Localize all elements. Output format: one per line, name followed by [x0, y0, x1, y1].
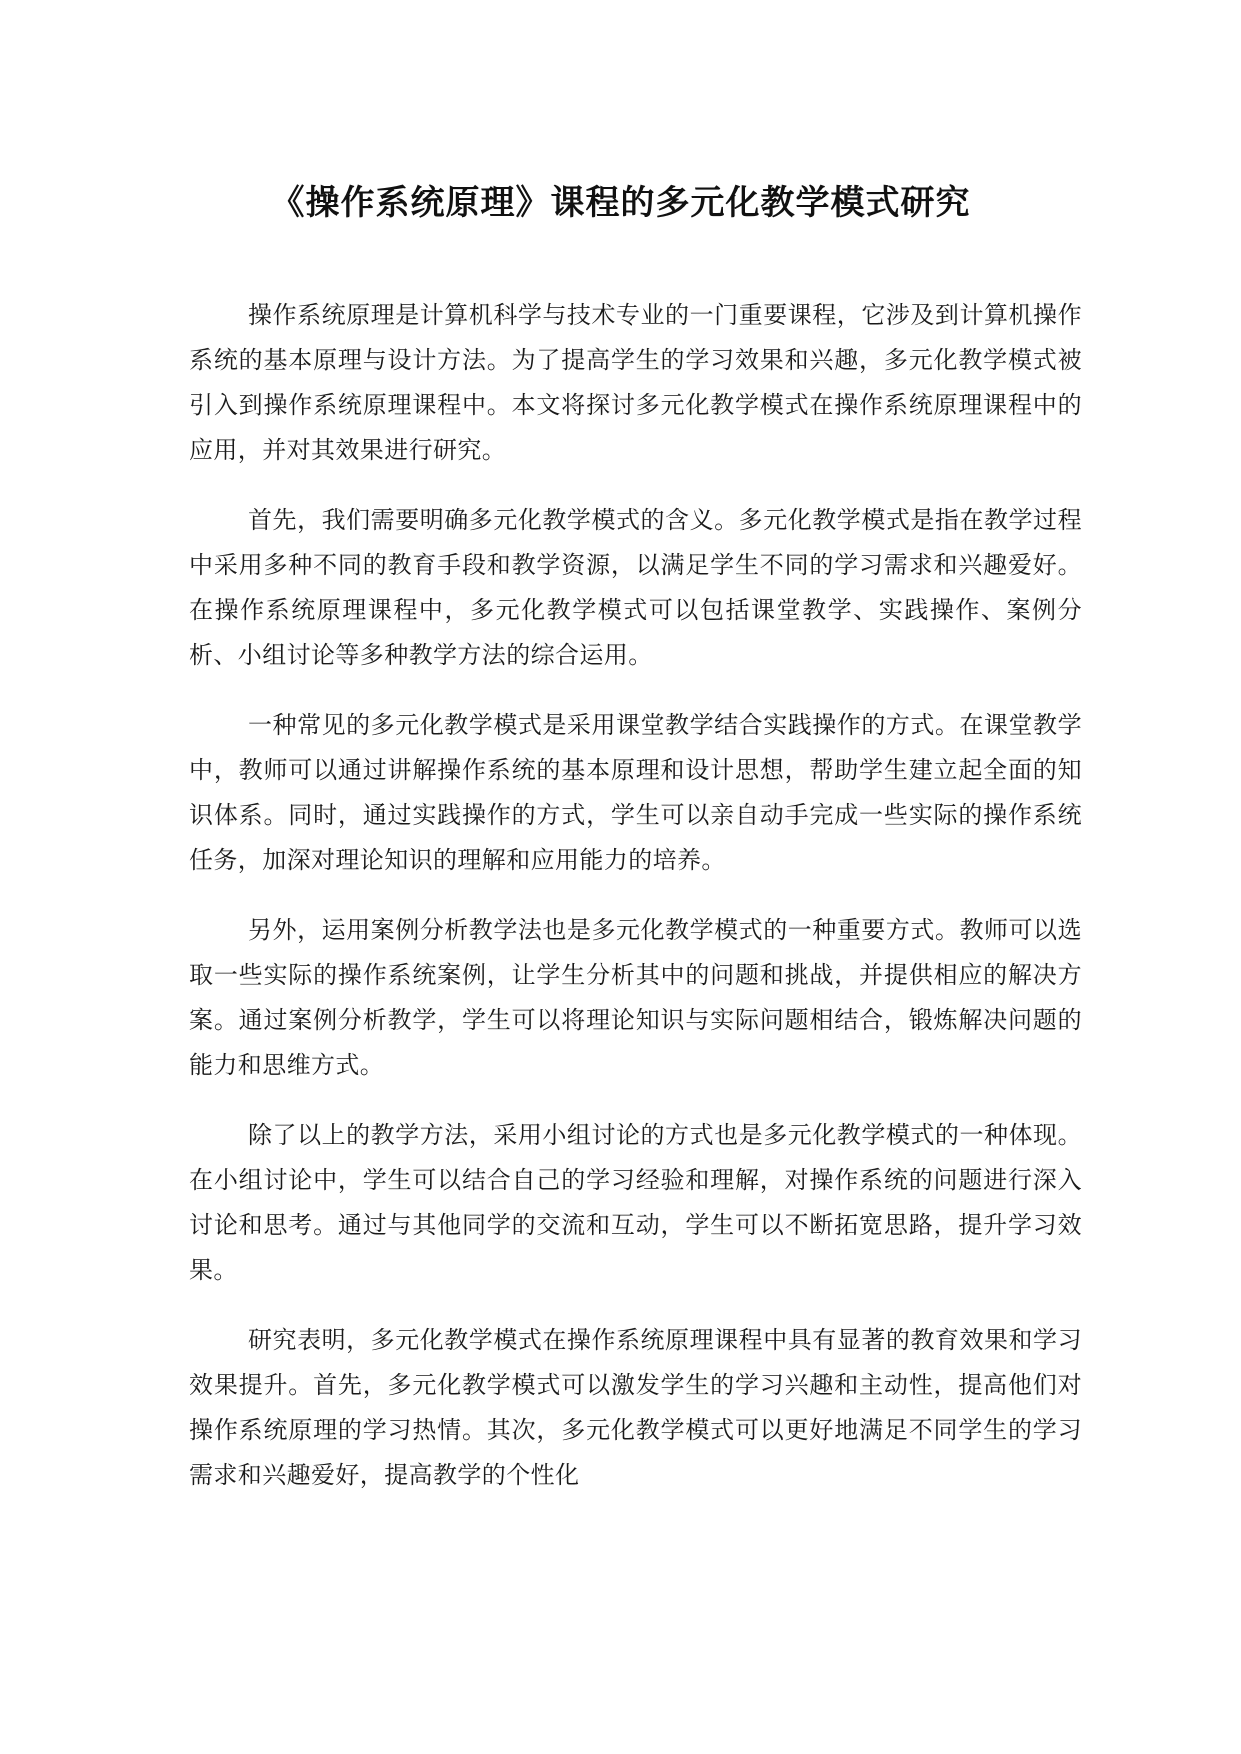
paragraph-5: 除了以上的教学方法，采用小组讨论的方式也是多元化教学模式的一种体现。在小组讨论中，学生可以结合自己的学习经验和理解，对操作系统的问题进行深入讨论和思考。通过与其他同学的交流和互动，学生可以不断拓宽思路，提升学习效果。: [189, 1121, 1082, 1284]
document-title: 《操作系统原理》课程的多元化教学模式研究: [270, 183, 971, 223]
document-body: [189, 293, 1082, 1523]
paragraph-2: 首先，我们需要明确多元化教学模式的含义。多元化教学模式是指在教学过程中采用多种不同的教育手段和教学资源，以满足学生不同的学习需求和兴趣爱好。在操作系统原理课程中，多元化教学模式可以包括课堂教学、实践操作、案例分析、小组讨论等多种教学方法的综合运用。: [189, 506, 1082, 669]
paragraph-1: 操作系统原理是计算机科学与技术专业的一门重要课程，它涉及到计算机操作系统的基本原理与设计方法。为了提高学生的学习效果和兴趣，多元化教学模式被引入到操作系统原理课程中。本文将探讨多元化教学模式在操作系统原理课程中的应用，并对其效果进行研究。: [189, 301, 1082, 464]
paragraph-6: 研究表明，多元化教学模式在操作系统原理课程中具有显著的教育效果和学习效果提升。首先，多元化教学模式可以激发学生的学习兴趣和主动性，提高他们对操作系统原理的学习热情。其次，多元化教学模式可以更好地满足不同学生的学习需求和兴趣爱好，提高教学的个性化: [189, 1326, 1082, 1489]
paragraph-3: 一种常见的多元化教学模式是采用课堂教学结合实践操作的方式。在课堂教学中，教师可以通过讲解操作系统的基本原理和设计思想，帮助学生建立起全面的知识体系。同时，通过实践操作的方式，学生可以亲自动手完成一些实际的操作系统任务，加深对理论知识的理解和应用能力的培养。: [189, 711, 1082, 874]
paragraph-4: 另外，运用案例分析教学法也是多元化教学模式的一种重要方式。教师可以选取一些实际的操作系统案例，让学生分析其中的问题和挑战，并提供相应的解决方案。通过案例分析教学，学生可以将理论知识与实际问题相结合，锻炼解决问题的能力和思维方式。: [189, 916, 1082, 1079]
